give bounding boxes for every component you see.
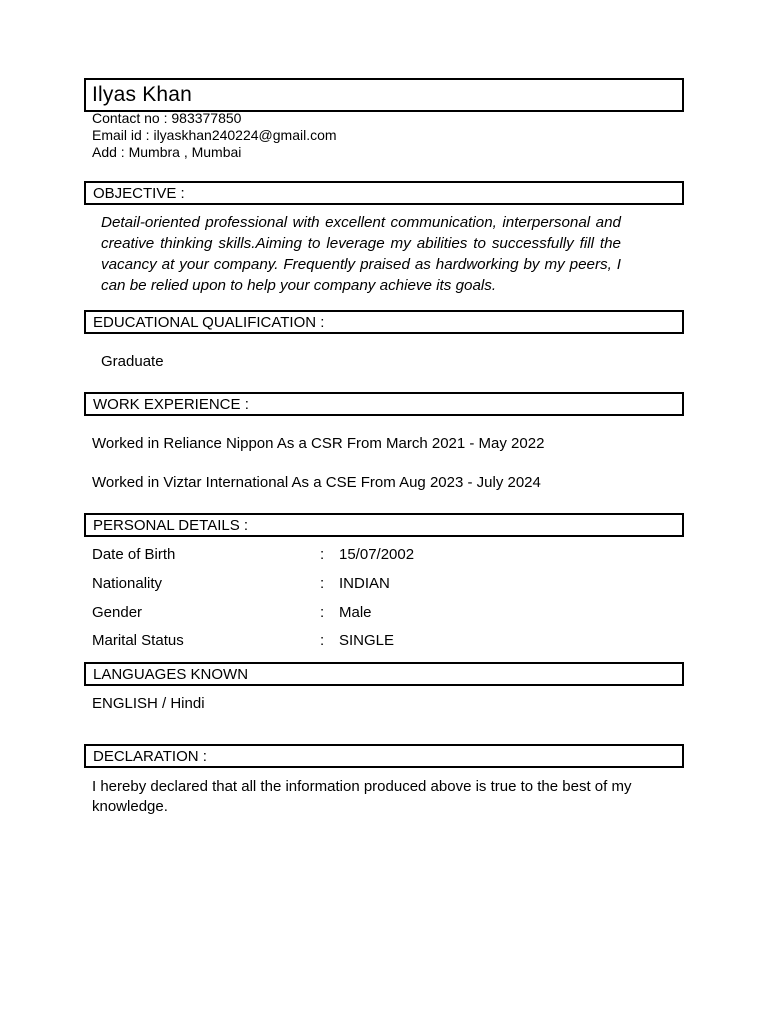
objective-heading-box (84, 181, 684, 205)
education-heading-box (84, 310, 684, 334)
declaration-heading: DECLARATION : (93, 748, 207, 765)
detail-value: Male (339, 604, 372, 621)
name-header-box (84, 78, 684, 112)
detail-row-marital-status (92, 632, 592, 652)
detail-label: Gender (92, 604, 143, 621)
objective-text: Detail-oriented professional with excellent communication, interpersonal and creative thinking skills.Aiming to leverage my abilities to successfully fill the vacancy at your company. Frequently praised as hardworking by my peers, I can be relied upon to help your company achieve its goals. (101, 214, 621, 294)
languages-heading-box (84, 662, 684, 686)
work-item: Worked in Viztar International As a CSE From Aug 2023 - July 2024 (92, 474, 541, 491)
detail-separator: : (320, 632, 325, 649)
education-heading: EDUCATIONAL QUALIFICATION : (93, 314, 325, 331)
detail-label: Nationality (92, 575, 163, 592)
detail-value: INDIAN (339, 575, 390, 592)
candidate-name: Ilyas Khan (92, 83, 193, 106)
detail-row-nationality (92, 575, 592, 595)
objective-heading: OBJECTIVE : (93, 185, 185, 202)
personal-heading-box (84, 513, 684, 537)
detail-label: Date of Birth (92, 546, 176, 563)
detail-separator: : (320, 575, 325, 592)
work-heading-box (84, 392, 684, 416)
detail-separator: : (320, 546, 325, 563)
declaration-text: I hereby declared that all the information produced above is true to the best of my knowledge. (92, 778, 632, 815)
detail-label: Marital Status (92, 632, 184, 649)
education-value: Graduate (101, 353, 164, 370)
languages-heading: LANGUAGES KNOWN (93, 666, 249, 683)
personal-heading: PERSONAL DETAILS : (93, 517, 249, 534)
email-address: Email id : ilyaskhan240224@gmail.com (92, 127, 337, 143)
detail-separator: : (320, 604, 325, 621)
languages-value: ENGLISH / Hindi (92, 695, 205, 712)
contact-number: Contact no : 983377850 (92, 110, 242, 126)
home-address: Add : Mumbra , Mumbai (92, 144, 242, 160)
declaration-heading-box (84, 744, 684, 768)
detail-value: SINGLE (339, 632, 395, 649)
work-item: Worked in Reliance Nippon As a CSR From March 2021 - May 2022 (92, 435, 545, 452)
detail-row-dob (92, 546, 592, 566)
detail-value: 15/07/2002 (339, 546, 415, 563)
work-heading: WORK EXPERIENCE : (93, 396, 249, 413)
detail-row-gender (92, 604, 592, 624)
